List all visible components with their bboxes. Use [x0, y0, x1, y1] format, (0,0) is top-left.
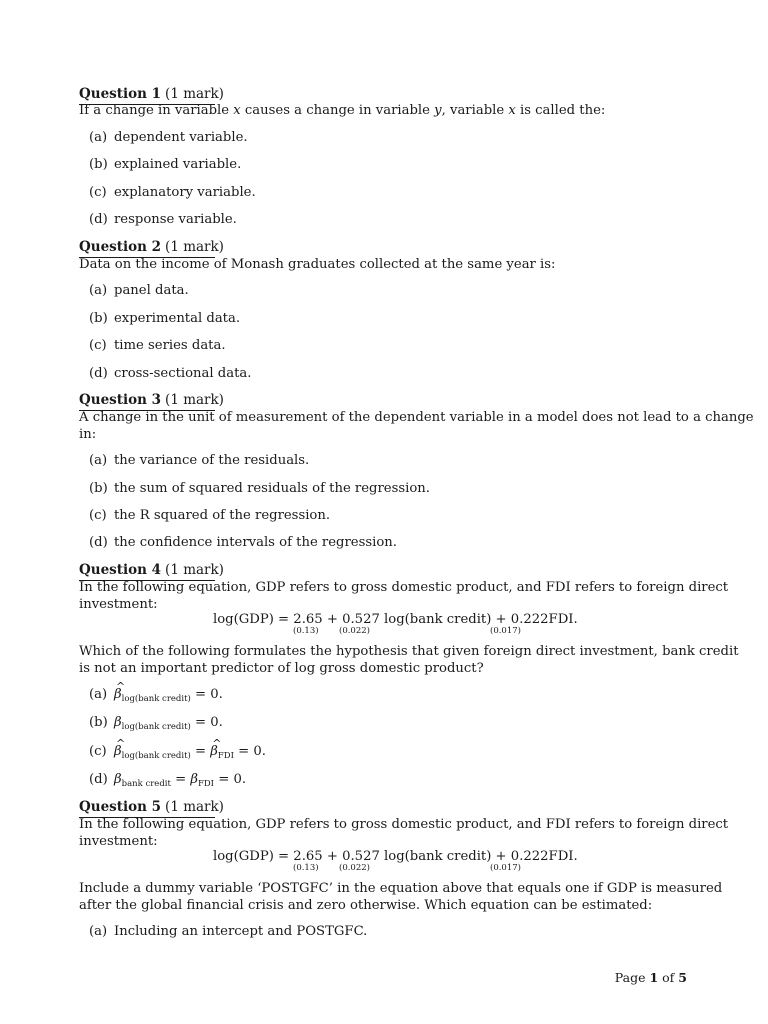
question-5-prompt-line1: Include a dummy variable ‘POSTGFC’ in the equation above that equals one if GDP is measured: [79, 881, 723, 896]
option-label: (c): [89, 185, 107, 200]
option-text: the confidence intervals of the regression.: [114, 535, 397, 550]
question-4-se-fdi: (0.017): [490, 626, 521, 636]
page-footer: [615, 970, 687, 986]
question-5-title: Question 5: [79, 799, 162, 815]
option-label: (b): [89, 715, 108, 730]
question-1-text-part3: , variable: [441, 103, 509, 118]
question-4-title: Question 4: [79, 562, 162, 578]
question-3-option-d[interactable]: [89, 535, 397, 551]
question-5-option-a[interactable]: [89, 924, 367, 940]
beta-subscript: log(bank credit): [121, 694, 191, 704]
option-label: (c): [89, 508, 107, 523]
beta-symbol: β: [114, 687, 122, 702]
option-text: cross-sectional data.: [114, 366, 252, 381]
question-1-option-c[interactable]: [89, 185, 256, 201]
option-label: (a): [89, 130, 108, 145]
question-5-equation: log(GDP) = 2.65 + 0.527 log(bank credit) + 0.222FDI.: [213, 849, 578, 864]
beta-hat-symbol-2: [210, 737, 222, 760]
question-1-var-x: x: [233, 103, 241, 118]
option-text: explained variable.: [114, 157, 242, 172]
question-1-var-y: y: [434, 103, 442, 118]
option-label: (b): [89, 157, 108, 172]
question-2-title: Question 2: [79, 239, 162, 255]
option-label: (d): [89, 212, 108, 227]
question-5-se-intercept: (0.13): [293, 863, 319, 873]
question-1-text-part1: If a change in variable: [79, 103, 234, 118]
question-4-text-line2: investment:: [79, 597, 158, 612]
beta-subscript: bank credit: [121, 779, 171, 789]
option-rest: = 0.: [190, 687, 223, 702]
beta-symbol: β: [114, 772, 122, 787]
beta-symbol: β: [114, 715, 122, 730]
question-3-heading: [79, 392, 224, 408]
question-4-heading: [79, 562, 224, 578]
beta-symbol-2: β: [210, 744, 218, 759]
question-4-option-c[interactable]: [89, 737, 266, 764]
hat-accent: ^: [212, 737, 222, 750]
option-label: (a): [89, 283, 108, 298]
question-5-se-fdi: (0.017): [490, 863, 521, 873]
question-5-text-line1: In the following equation, GDP refers to gross domestic product, and FDI refers to foreign direct: [79, 817, 729, 832]
question-1-option-b[interactable]: [89, 157, 241, 173]
footer-middle: of: [658, 970, 679, 985]
option-text: the R squared of the regression.: [114, 508, 331, 523]
hat-accent: ^: [116, 680, 126, 693]
option-label: (a): [89, 687, 108, 702]
question-1-marks: (1 mark): [165, 86, 224, 102]
question-3-marks: (1 mark): [165, 392, 224, 408]
option-label: (d): [89, 535, 108, 550]
question-5-prompt-line2: after the global financial crisis and zero otherwise. Which equation can be estimated:: [79, 898, 653, 913]
option-text: dependent variable.: [114, 130, 248, 145]
question-1-option-d[interactable]: [89, 212, 237, 228]
option-text: response variable.: [114, 212, 237, 227]
question-2-marks: (1 mark): [165, 239, 224, 255]
beta-hat-symbol: [114, 680, 126, 703]
question-3-option-b[interactable]: [89, 481, 430, 497]
question-2-heading: [79, 239, 224, 255]
option-text: the variance of the residuals.: [114, 453, 310, 468]
question-4-prompt-line2: is not an important predictor of log gross domestic product?: [79, 661, 484, 676]
option-rest: = 0.: [233, 744, 266, 759]
beta-symbol-2: β: [190, 772, 198, 787]
option-label: (a): [89, 924, 108, 939]
question-1-text: [79, 102, 689, 119]
option-text: experimental data.: [114, 311, 241, 326]
question-2-option-d[interactable]: [89, 366, 251, 382]
question-1-text-part2: causes a change in variable: [240, 103, 435, 118]
option-label: (b): [89, 481, 108, 496]
beta-hat-symbol: [114, 737, 126, 760]
option-rest: = 0.: [214, 772, 247, 787]
option-mid: =: [170, 772, 191, 787]
option-text: panel data.: [114, 283, 189, 298]
question-2-option-c[interactable]: [89, 338, 226, 354]
question-4-option-d[interactable]: [89, 772, 246, 792]
beta-subscript: log(bank credit): [121, 722, 191, 732]
option-rest: = 0.: [190, 715, 223, 730]
beta-subscript-2: FDI: [197, 779, 215, 789]
question-1-text-part4: is called the:: [515, 103, 606, 118]
footer-prefix: Page: [614, 970, 650, 985]
hat-accent: ^: [116, 737, 126, 750]
question-4-option-b[interactable]: [89, 715, 223, 735]
question-5-se-bank-credit: (0.022): [339, 863, 370, 873]
question-3-option-c[interactable]: [89, 508, 330, 524]
question-4-option-a[interactable]: [89, 680, 223, 707]
question-1-option-a[interactable]: [89, 130, 248, 146]
question-4-se-intercept: (0.13): [293, 626, 319, 636]
question-2-option-b[interactable]: [89, 311, 240, 327]
option-text: explanatory variable.: [114, 185, 256, 200]
beta-subscript-2: FDI: [217, 751, 234, 761]
question-3-title: Question 3: [79, 392, 162, 408]
question-3-option-a[interactable]: [89, 453, 309, 469]
question-5-heading: [79, 799, 224, 815]
question-1-heading: [79, 86, 224, 102]
question-3-text-line2: in:: [79, 427, 97, 442]
question-1-title: Question 1: [79, 86, 162, 102]
footer-page-number: 1: [649, 970, 659, 985]
option-mid: =: [190, 744, 211, 759]
option-label: (a): [89, 453, 108, 468]
question-1-var-x2: x: [508, 103, 516, 118]
question-2-option-a[interactable]: [89, 283, 189, 299]
beta-subscript: log(bank credit): [121, 751, 191, 761]
option-text: the sum of squared residuals of the regression.: [114, 481, 430, 496]
option-text: time series data.: [114, 338, 226, 353]
option-label: (c): [89, 338, 107, 353]
option-label: (d): [89, 366, 108, 381]
question-5-marks: (1 mark): [165, 799, 224, 815]
question-4-equation: log(GDP) = 2.65 + 0.527 log(bank credit) + 0.222FDI.: [213, 612, 578, 627]
question-2-text: Data on the income of Monash graduates collected at the same year is:: [79, 257, 556, 272]
question-4-prompt-line1: Which of the following formulates the hypothesis that given foreign direct investment, bank credit: [79, 644, 739, 659]
question-4-text-line1: In the following equation, GDP refers to gross domestic product, and FDI refers to foreign direct: [79, 580, 729, 595]
option-text: Including an intercept and POSTGFC.: [114, 924, 368, 939]
question-3-text-line1: A change in the unit of measurement of the dependent variable in a model does not lead to a change: [79, 410, 754, 425]
option-label: (b): [89, 311, 108, 326]
option-label: (c): [89, 744, 107, 759]
question-4-se-bank-credit: (0.022): [339, 626, 370, 636]
question-4-marks: (1 mark): [165, 562, 224, 578]
beta-symbol: β: [114, 744, 122, 759]
footer-total-pages: 5: [678, 970, 687, 985]
option-label: (d): [89, 772, 108, 787]
question-5-text-line2: investment:: [79, 834, 158, 849]
